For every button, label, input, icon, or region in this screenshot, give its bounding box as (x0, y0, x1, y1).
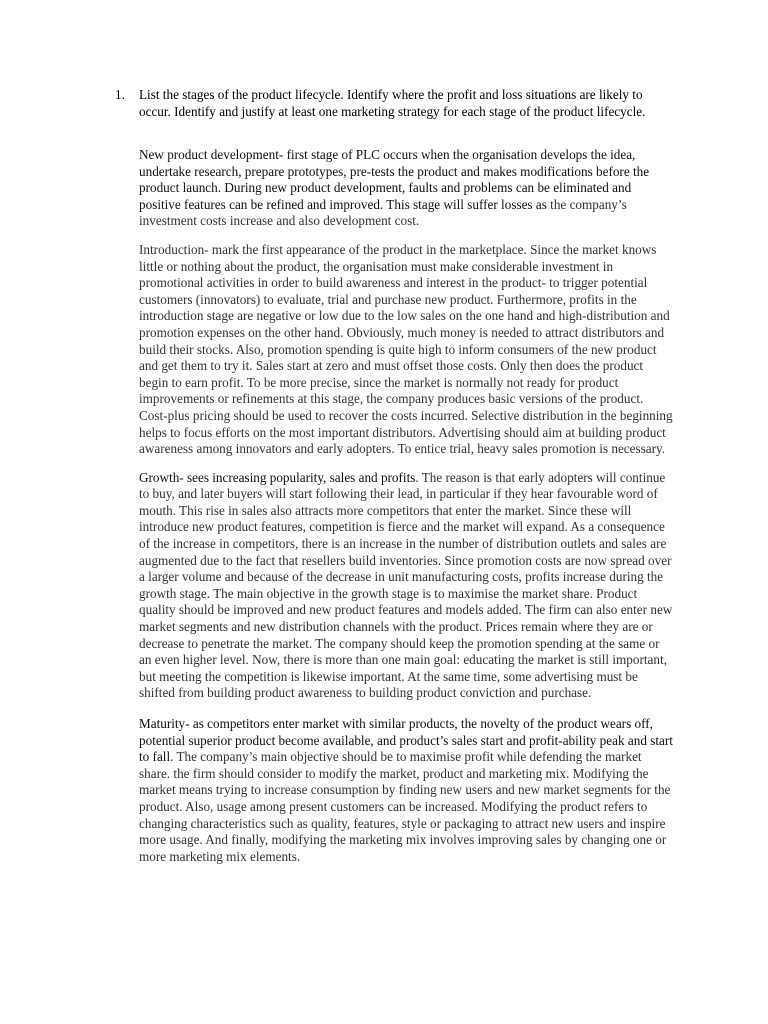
paragraph-maturity (139, 716, 675, 865)
growth-lead: Growth- sees increasing popularity, sales and profits (139, 469, 416, 485)
growth-rest: . The reason is that early adopters will continue to buy, and later buyers will start following their lead, in particular if they hear favourable word of mouth. This rise in sales also attracts more competitors that enter the market. Since these will introduce new product features, competition is fierce and the market will expand. As a consequence of the increase in competitors, there is an increase in the number of distribution outlets and sales are augmented due to the fact that resellers build inventories. Since promotion costs are now spread over a larger volume and because of the decrease in unit manufacturing costs, profits increase during the growth stage. The main objective in the growth stage is to maximise the market share. Product quality should be improved and new product features and models added. The firm can also enter new market segments and new distribution channels with the product. Prices remain where they are or decrease to penetrate the market. The company should keep the promotion spending at the same or an even higher level. Now, there is more than one main goal: educating the market is still important, but meeting the competition is likewise important. At the same time, some advertising must be shifted from building product awareness to building product conviction and purchase. (139, 469, 673, 701)
question-text: List the stages of the product lifecycle. Identify where the profit and loss situations are likely to occur. Identify and justify at least one marketing strategy for each stage of the product lifecycle. (139, 87, 646, 119)
paragraph-growth (139, 470, 675, 702)
maturity-lead: Maturity- as competitors enter market with similar products, the novelty of the product wears off, potential superior product become available, and product’s sales start and profit-ability peak and start to fall (139, 716, 673, 765)
question-number: 1. (115, 87, 125, 102)
answer-body (139, 147, 675, 877)
new-product-development-rest: the company’s investment costs increase and also development cost. (139, 196, 627, 229)
paragraph-new-product-development (139, 147, 675, 230)
paragraph-introduction: Introduction- mark the first appearance of the product in the marketplace. Since the market knows little or nothing about the product, the organisation must make considerable investment in promotional activities in order to build awareness and interest in the product- to trigger potential customers (innovators) to evaluate, trial and purchase new product. Furthermore, profits in the introduction stage are negative or low due to the low sales on the one hand and high-distribution and promotion expenses on the other hand. Obviously, much money is needed to attract distributors and build their stocks. Also, promotion spending is quite high to inform consumers of the new product and get them to try it. Sales start at zero and must offset those costs. Only then does the product begin to earn profit. To be more precise, since the market is normally not ready for product improvements or refinements at this stage, the company produces basic versions of the product. Cost-plus pricing should be used to recover the costs incurred. Selective distribution in the beginning helps to focus efforts on the most important distributors. Advertising should aim at building product awareness among innovators and early adopters. To entice trial, heavy sales promotion is necessary. (139, 241, 673, 457)
maturity-rest: . The company’s main objective should be to maximise profit while defending the market share. the firm should consider to modify the market, product and marketing mix. Modifying the market means trying to increase consumption by finding new users and new market segments for the product. Also, usage among present customers can be increased. Modifying the product refers to changing characteristics such as quality, features, style or packaging to attract new users and inspire more usage. And finally, modifying the marketing mix involves improving sales by changing one or more marketing mix elements. (139, 749, 671, 864)
question-item (115, 87, 675, 120)
new-product-development-lead: New product development- first stage of PLC occurs when the organisation develops the idea, undertake research, prepare prototypes, pre-tests the product and makes modifications before the product launch. During new product development, faults and problems can be eliminated and positive features can be refined and improved. This stage will suffer losses as (139, 147, 650, 212)
